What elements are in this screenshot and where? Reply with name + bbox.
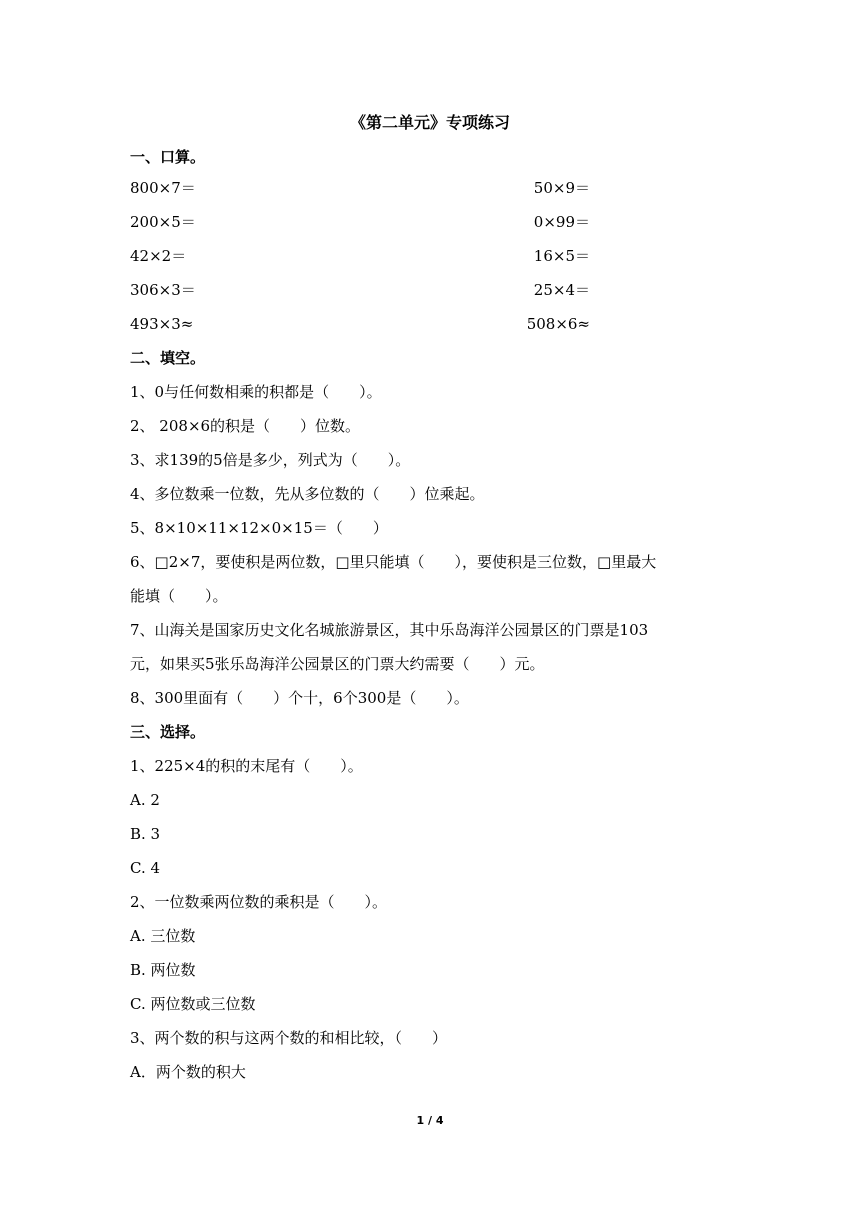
oral-calc-left-2: 200×5＝: [130, 213, 196, 231]
oral-calc-right-4: 25×4＝: [533, 281, 590, 299]
oral-calc-right-3: 16×5＝: [533, 247, 590, 265]
choice-q3-option-a: A．两个数的积大: [130, 1063, 246, 1081]
section1-heading: 一、口算。: [130, 148, 206, 166]
choice-q1-option-b: B. 3: [130, 825, 161, 843]
section2-heading: 二、填空。: [130, 349, 206, 367]
page-number: 1 / 4: [416, 1114, 444, 1127]
page-title: 《第二单元》专项练习: [349, 113, 510, 132]
oral-calc-left-3: 42×2＝: [130, 247, 187, 265]
oral-calc-left-4: 306×3＝: [130, 281, 196, 299]
choice-q2-option-a: A. 三位数: [130, 927, 196, 945]
choice-q1-option-c: C. 4: [130, 859, 161, 877]
fill-question-7-line2: 元，如果买5张乐岛海洋公园景区的门票大约需要（ ）元。: [130, 655, 545, 673]
choice-question-1: 1、225×4的积的末尾有（ ）。: [130, 757, 363, 775]
fill-question-2: 2、 208×6的积是（ ）位数。: [130, 417, 361, 435]
oral-calc-left-5: 493×3≈: [130, 315, 194, 333]
fill-question-3: 3、求139的5倍是多少，列式为（ ）。: [130, 451, 411, 469]
section3-heading: 三、选择。: [130, 723, 206, 741]
choice-q2-option-b: B. 两位数: [130, 961, 196, 979]
oral-calc-right-5: 508×6≈: [526, 315, 590, 333]
fill-question-6-line2: 能填（ ）。: [130, 587, 228, 605]
choice-q2-option-c: C. 两位数或三位数: [130, 995, 256, 1013]
oral-calc-left-1: 800×7＝: [130, 179, 196, 197]
fill-question-7-line1: 7、山海关是国家历史文化名城旅游景区，其中乐岛海洋公园景区的门票是103: [130, 621, 649, 639]
fill-question-4: 4、多位数乘一位数，先从多位数的（ ）位乘起。: [130, 485, 485, 503]
oral-calc-right-1: 50×9＝: [533, 179, 590, 197]
oral-calc-right-2: 0×99＝: [533, 213, 590, 231]
fill-question-8: 8、300里面有（ ）个十，6个300是（ ）。: [130, 689, 469, 707]
fill-question-6-line1: 6、□2×7，要使积是两位数，□里只能填（ ），要使积是三位数，□里最大: [130, 553, 657, 571]
choice-question-3: 3、两个数的积与这两个数的和相比较，（ ）: [130, 1029, 448, 1047]
fill-question-5: 5、8×10×11×12×0×15＝（ ）: [130, 519, 388, 537]
fill-question-1: 1、0与任何数相乘的积都是（ ）。: [130, 383, 382, 401]
choice-question-2: 2、一位数乘两位数的乘积是（ ）。: [130, 893, 388, 911]
choice-q1-option-a: A. 2: [130, 791, 160, 809]
